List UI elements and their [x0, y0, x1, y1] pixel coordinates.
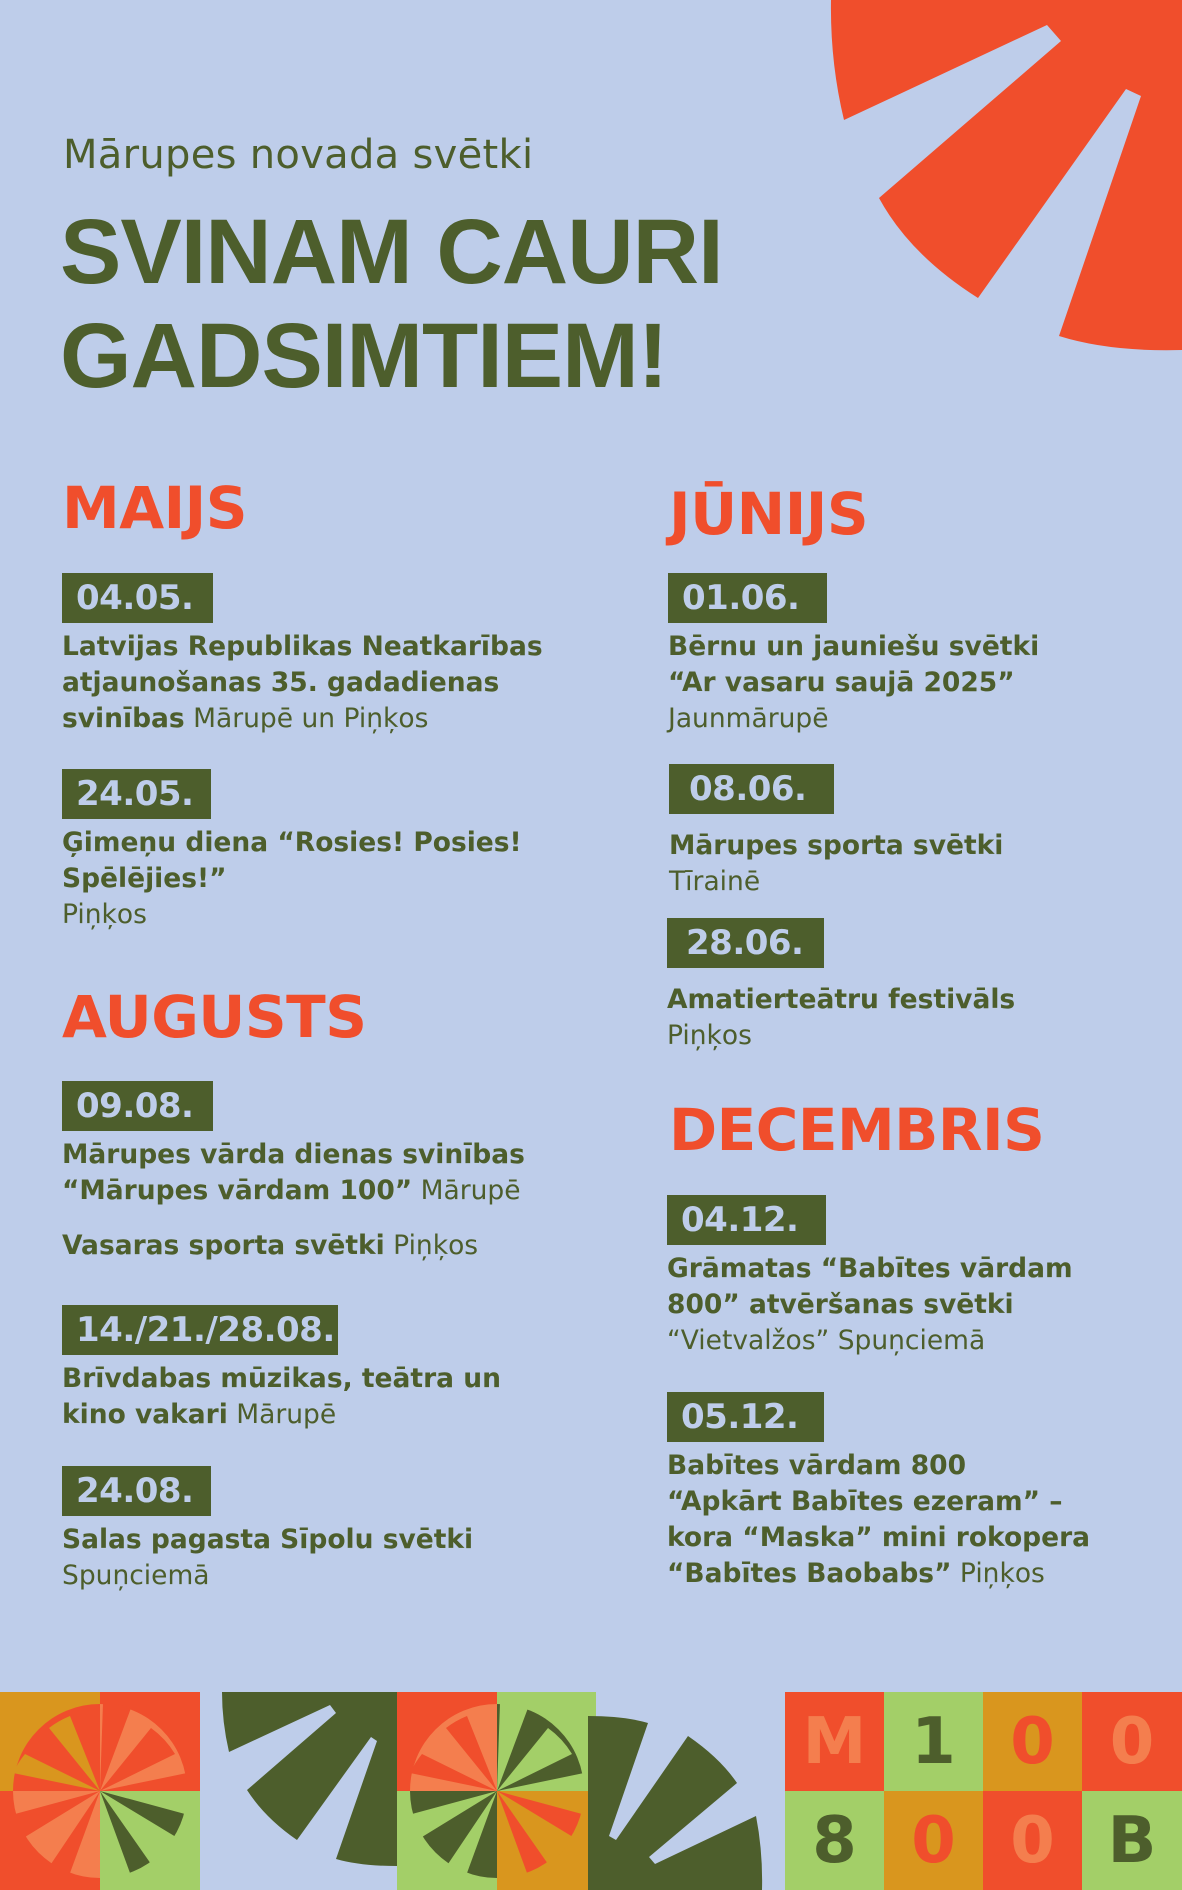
event-item: [669, 764, 1003, 900]
date-badge: 24.08.: [62, 1466, 211, 1516]
event-title: kino vakari: [62, 1399, 228, 1430]
event-title: Babītes vārdam 800: [667, 1450, 967, 1481]
event-item: [62, 1466, 473, 1594]
month-heading-augusts: AUGUSTS: [62, 983, 367, 1051]
date-badge: 24.05.: [62, 769, 211, 819]
event-title: “Babītes Baobabs”: [667, 1558, 952, 1589]
date-badge: 14./21./28.08.: [62, 1305, 338, 1355]
grid-cell-0: 0: [983, 1692, 1082, 1791]
event-item: [62, 1081, 525, 1264]
event-item: [667, 1195, 1073, 1359]
event-title: Latvijas Republikas Neatkarības: [62, 631, 543, 662]
date-badge: 09.08.: [62, 1081, 213, 1131]
event-title: Brīvdabas mūzikas, teātra un: [62, 1363, 501, 1394]
title-line-1: SVINAM CAURI: [60, 201, 723, 303]
grid-cell-0: 0: [983, 1791, 1082, 1890]
grid-cell-8: 8: [785, 1791, 884, 1890]
event-location: Piņķos: [62, 899, 147, 930]
event-subtitle: Mārupes novada svētki: [63, 132, 534, 178]
event-location: Piņķos: [384, 1230, 479, 1261]
event-description: [667, 982, 1015, 1054]
title-line-2: GADSIMTIEM!: [60, 305, 668, 407]
event-item: [667, 918, 1015, 1054]
event-description: [62, 1137, 525, 1264]
event-item: [667, 1392, 1090, 1592]
event-title: “Ar vasaru saujā 2025”: [668, 667, 1015, 698]
event-location: Piņķos: [951, 1558, 1045, 1589]
event-location: Jaunmārupē: [668, 703, 829, 734]
event-title: Salas pagasta Sīpolu svētki: [62, 1524, 474, 1555]
event-location: Mārupē un Piņķos: [184, 703, 429, 734]
event-location: Tīrainē: [669, 866, 761, 897]
m100-800b-letter-grid: [785, 1692, 1182, 1890]
event-location: Spuņciemā: [62, 1560, 210, 1591]
date-badge: 04.05.: [62, 573, 213, 623]
event-title: “Apkārt Babītes ezeram” –: [667, 1486, 1063, 1517]
event-title: Amatierteātru festivāls: [667, 984, 1016, 1015]
date-badge: 04.12.: [667, 1195, 826, 1245]
event-item: [62, 573, 543, 737]
event-item: [668, 573, 1039, 737]
page-title: [60, 200, 723, 408]
event-description: [62, 1361, 501, 1433]
event-title: kora “Maska” mini rokopera: [667, 1522, 1091, 1553]
event-title: Vasaras sporta svētki: [62, 1230, 385, 1261]
date-badge: 05.12.: [667, 1392, 824, 1442]
event-location: Mārupē: [227, 1399, 337, 1430]
month-heading-decembris: DECEMBRIS: [669, 1096, 1045, 1164]
event-title: Grāmatas “Babītes vārdam: [667, 1253, 1073, 1284]
event-description: [667, 1251, 1073, 1359]
event-title: atjaunošanas 35. gadadienas: [62, 667, 500, 698]
event-item: [62, 1305, 501, 1433]
event-location: Mārupē: [412, 1175, 521, 1206]
event-description: [669, 828, 1003, 900]
event-title: 800” atvēršanas svētki: [667, 1289, 1014, 1320]
event-title: “Mārupes vārdam 100”: [62, 1175, 413, 1206]
grid-cell-0: 0: [1082, 1692, 1182, 1791]
event-item: [62, 769, 522, 933]
event-title: Bērnu un jauniešu svētki: [668, 631, 1040, 662]
month-heading-junijs: JŪNIJS: [669, 480, 869, 548]
event-description: [62, 825, 522, 933]
event-description: [62, 629, 543, 737]
date-badge: 28.06.: [667, 918, 824, 968]
grid-cell-0: 0: [884, 1791, 983, 1890]
event-title: svinības: [62, 703, 185, 734]
event-description: [668, 629, 1039, 737]
event-location: Piņķos: [667, 1020, 752, 1051]
footer-pattern-icon: [0, 1692, 785, 1890]
event-location: “Vietvalžos” Spuņciemā: [667, 1325, 986, 1356]
grid-cell-m: M: [785, 1692, 884, 1791]
event-description: [667, 1448, 1090, 1592]
event-title: Mārupes sporta svētki: [669, 830, 1004, 861]
date-badge: 01.06.: [668, 573, 827, 623]
date-badge: 08.06.: [669, 764, 834, 814]
event-description: [62, 1522, 473, 1594]
event-title: Ģimeņu diena “Rosies! Posies!: [62, 827, 522, 858]
event-title: Spēlējies!”: [62, 863, 227, 894]
month-heading-maijs: MAIJS: [62, 474, 248, 542]
grid-cell-b: B: [1082, 1791, 1182, 1890]
pinwheel-block-1: [0, 1692, 200, 1890]
grid-cell-1: 1: [884, 1692, 983, 1791]
event-title: Mārupes vārda dienas svinības: [62, 1139, 525, 1170]
